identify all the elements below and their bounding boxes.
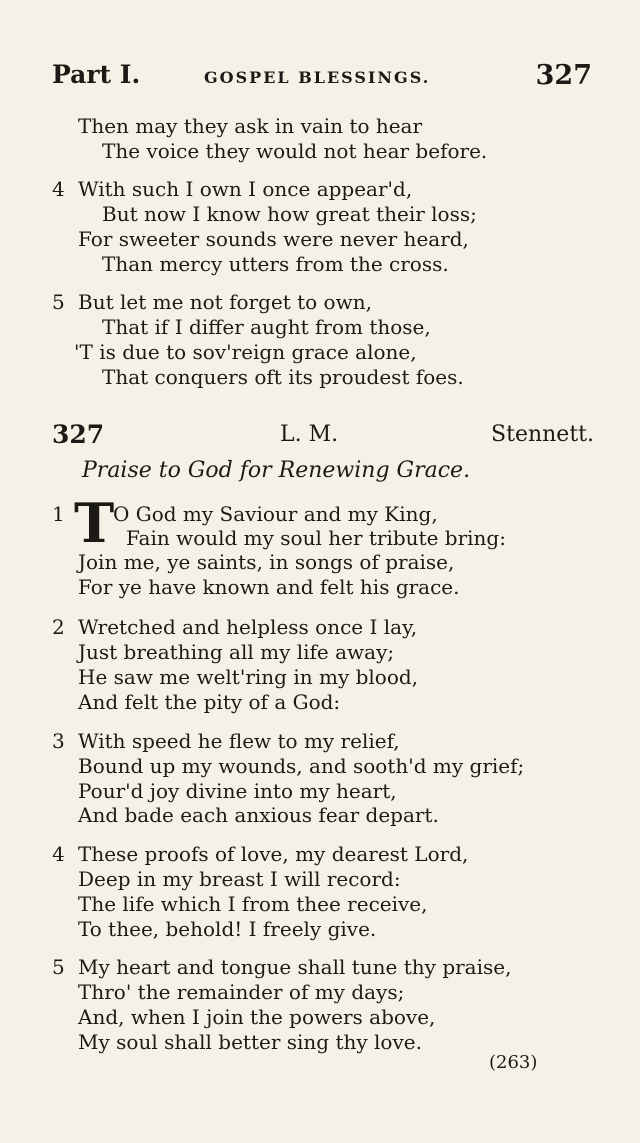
hymn-number: 327 (52, 420, 105, 449)
verse-line: For sweeter sounds were never heard, (78, 227, 469, 251)
verse-line: Fain would my soul her tribute bring: (126, 526, 506, 550)
verse-line: The life which I from thee receive, (78, 892, 428, 916)
verse-line: And bade each anxious fear depart. (78, 803, 439, 827)
verse-line: Wretched and helpless once I lay, (78, 615, 418, 639)
stanza-number: 2 (52, 615, 65, 639)
page-number: 327 (535, 60, 592, 91)
stanza-number: 4 (52, 177, 65, 201)
section-title: GOSPEL BLESSINGS. (204, 68, 431, 87)
verse-line: Deep in my breast I will record: (78, 867, 401, 891)
verse-line: But let me not forget to own, (78, 290, 372, 314)
hymn-title: Praise to God for Renewing Grace. (82, 458, 471, 483)
verse-line: Then may they ask in vain to hear (78, 114, 423, 138)
stanza-number: 5 (52, 290, 65, 314)
verse-line: 'T is due to sov'reign grace alone, (74, 340, 417, 364)
verse-line: Pour'd joy divine into my heart, (78, 779, 397, 803)
stanza-number: 3 (52, 729, 65, 753)
verse-line: Bound up my wounds, and sooth'd my grief; (78, 754, 525, 778)
verse-line: Thro' the remainder of my days; (78, 980, 405, 1004)
verse-line: The voice they would not hear before. (102, 139, 488, 163)
verse-line: For ye have known and felt his grace. (78, 575, 460, 599)
verse-line: Than mercy utters from the cross. (102, 252, 449, 276)
part-label: Part I. (52, 60, 141, 89)
running-header (52, 60, 592, 96)
verse-line: And, when I join the powers above, (78, 1005, 436, 1029)
verse-line: And felt the pity of a God: (78, 690, 341, 714)
verse-line: O God my Saviour and my King, (113, 502, 438, 526)
verse-line: To thee, behold! I freely give. (78, 917, 377, 941)
verse-line: But now I know how great their loss; (102, 202, 477, 226)
verse-line: With such I own I once appear'd, (78, 177, 413, 201)
verse-line: My heart and tongue shall tune thy praise, (78, 955, 512, 979)
stanza-number: 1 (52, 502, 65, 526)
stanza-number: 5 (52, 955, 65, 979)
verse-line: Join me, ye saints, in songs of praise, (78, 550, 455, 574)
drop-cap: T (74, 491, 115, 555)
stanza-number: 4 (52, 842, 65, 866)
hymn-author: Stennett. (491, 422, 594, 447)
verse-line: Just breathing all my life away; (78, 640, 395, 664)
verse-line: That if I differ aught from those, (102, 315, 431, 339)
verse-line: That conquers oft its proudest foes. (102, 365, 464, 389)
verse-line: With speed he flew to my relief, (78, 729, 400, 753)
hymn-meter: L. M. (280, 422, 339, 447)
footer-page-label: (263) (489, 1052, 538, 1073)
verse-line: He saw me welt'ring in my blood, (78, 665, 419, 689)
verse-line: These proofs of love, my dearest Lord, (78, 842, 469, 866)
verse-line: My soul shall better sing thy love. (78, 1030, 422, 1054)
hymn-heading (52, 420, 594, 452)
